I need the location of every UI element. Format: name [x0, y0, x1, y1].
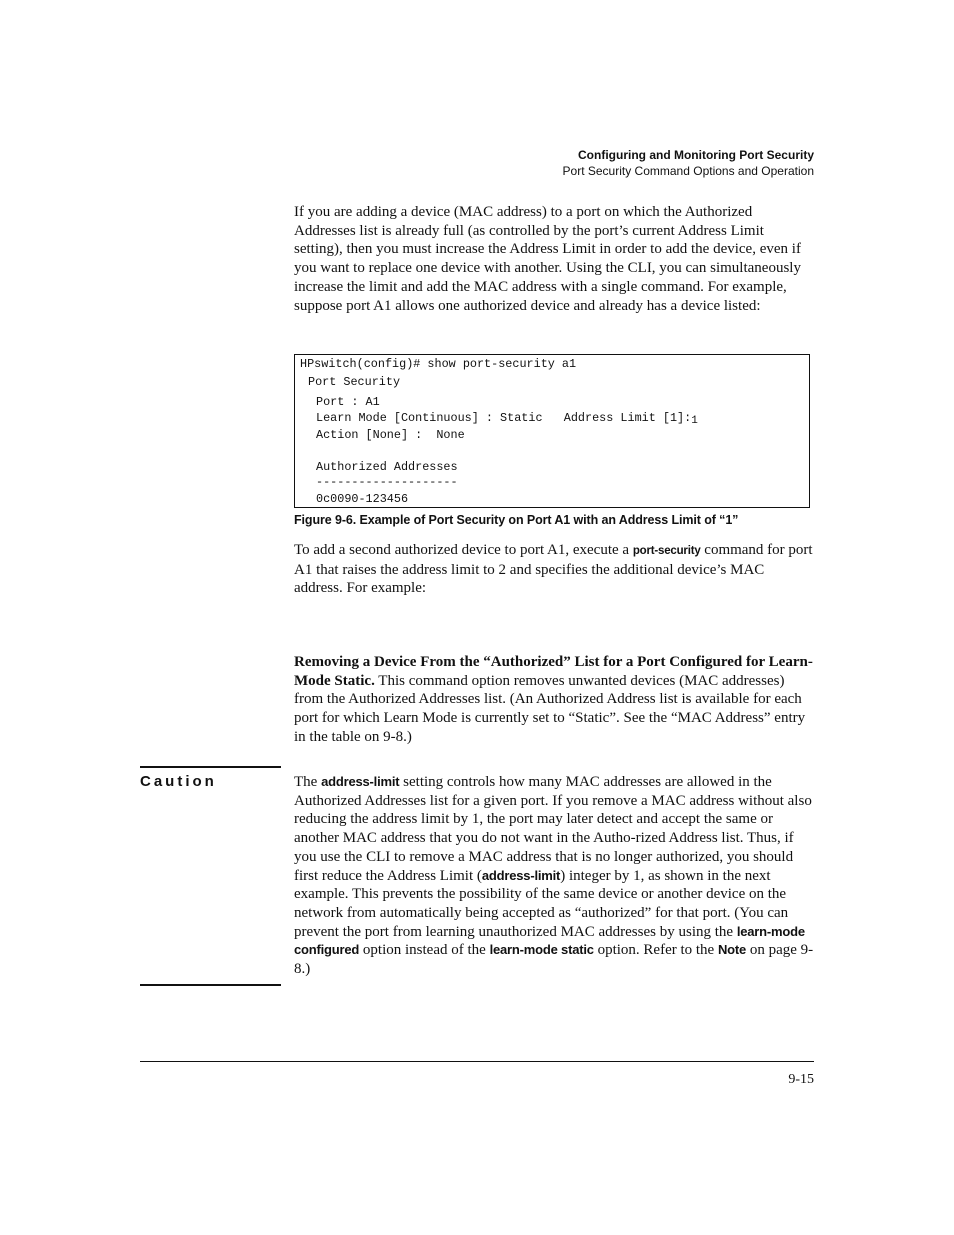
paragraph-removing-device [294, 653, 814, 747]
caution-text-5: option. Refer to the [593, 942, 718, 959]
running-header-chapter: Configuring and Monitoring Port Security [578, 148, 814, 162]
para2-text-before: To add a second authorized device to port A1, execute a [294, 542, 633, 558]
para2-text-after: command for port A1 that raises the address limit to 2 and specifies the additional device’s MAC address. For example: [294, 542, 813, 597]
cli-line-separator: -------------------- [316, 475, 458, 489]
caution-text-4: option instead of the [359, 942, 490, 959]
cli-line-title: Port Security [308, 375, 401, 389]
cli-line-learn-mode [316, 410, 698, 427]
figure-caption: Figure 9-6. Example of Port Security on Port A1 with an Address Limit of “1” [294, 513, 739, 527]
cli-line-action: Action [None] : None [316, 428, 465, 442]
cmd-address-limit-2: address-limit [481, 867, 561, 883]
cli-line-command: HPswitch(config)# show port-security a1 [300, 357, 577, 371]
note-reference: Note [717, 942, 747, 958]
page-number: 9-15 [788, 1072, 814, 1087]
cli-output-box [294, 354, 810, 508]
caution-label: Caution [140, 773, 217, 790]
cli-line-mac-address: 0c0090-123456 [316, 492, 409, 506]
caution-bottom-rule [140, 984, 281, 986]
cmd-learn-mode-configured: learn-mode configured [294, 923, 805, 958]
footer-rule [140, 1061, 814, 1062]
cmd-port-security: port-security [632, 545, 701, 557]
cmd-learn-mode-static: learn-mode static [489, 942, 594, 958]
cli-learn-mode-text: Learn Mode [Continuous] : Static Address Limit [1]: [316, 411, 692, 425]
caution-text-1: The [294, 774, 322, 790]
cmd-address-limit: address-limit [321, 774, 400, 789]
caution-text-2: setting controls how many MAC addresses are allowed in the Authorized Addresses list for a given port. If you remove a MAC address without also reducing the address limit by 1, the port may later detect and accept the same or another MAC address that you do not want in the Autho-rized Address list. Thus, if you use the CLI to remove a MAC address that is no longer authorized, you should first reduce the Address Limit ( [294, 774, 812, 884]
paragraph-add-device [294, 541, 814, 598]
removing-device-text: This command option removes unwanted devices (MAC addresses) from the Authorized Addresses list. (An Authorized Address list is available for each port for which Learn Mode is currently set to “Static”. See the “MAC Address” entry in the table on 9-8.) [294, 672, 806, 745]
removing-device-heading: Removing a Device From the “Authorized” List for a Port Configured for Learn-Mode Static. [294, 654, 813, 689]
running-header-section: Port Security Command Options and Operation [562, 164, 814, 178]
cli-line-port: Port : A1 [316, 395, 380, 409]
caution-text-6: on page 9-8.) [294, 942, 814, 978]
caution-text-3: ) integer by 1, as shown in the next example. This prevents the possibility of the same device or another device on the network from automatically being accepted as “authorized” for that port. (You can prevent the port from learning unauthorized MAC addresses by using the [294, 867, 789, 940]
paragraph-intro: If you are adding a device (MAC address) to a port on which the Authorized Addresses list is already full (as controlled by the port’s current Address Limit setting), then you must increase the Address Limit in order to add the device, even if you want to replace one device with another. Using the CLI, you can simultaneously increase the limit and add the MAC address with a single command. For example, suppose port A1 allows one authorized device and already has a device listed: [294, 204, 801, 314]
caution-text [294, 773, 814, 979]
cli-address-limit-value: 1 [691, 415, 698, 427]
cli-line-authorized-header: Authorized Addresses [316, 460, 458, 474]
caution-top-rule [140, 766, 281, 768]
